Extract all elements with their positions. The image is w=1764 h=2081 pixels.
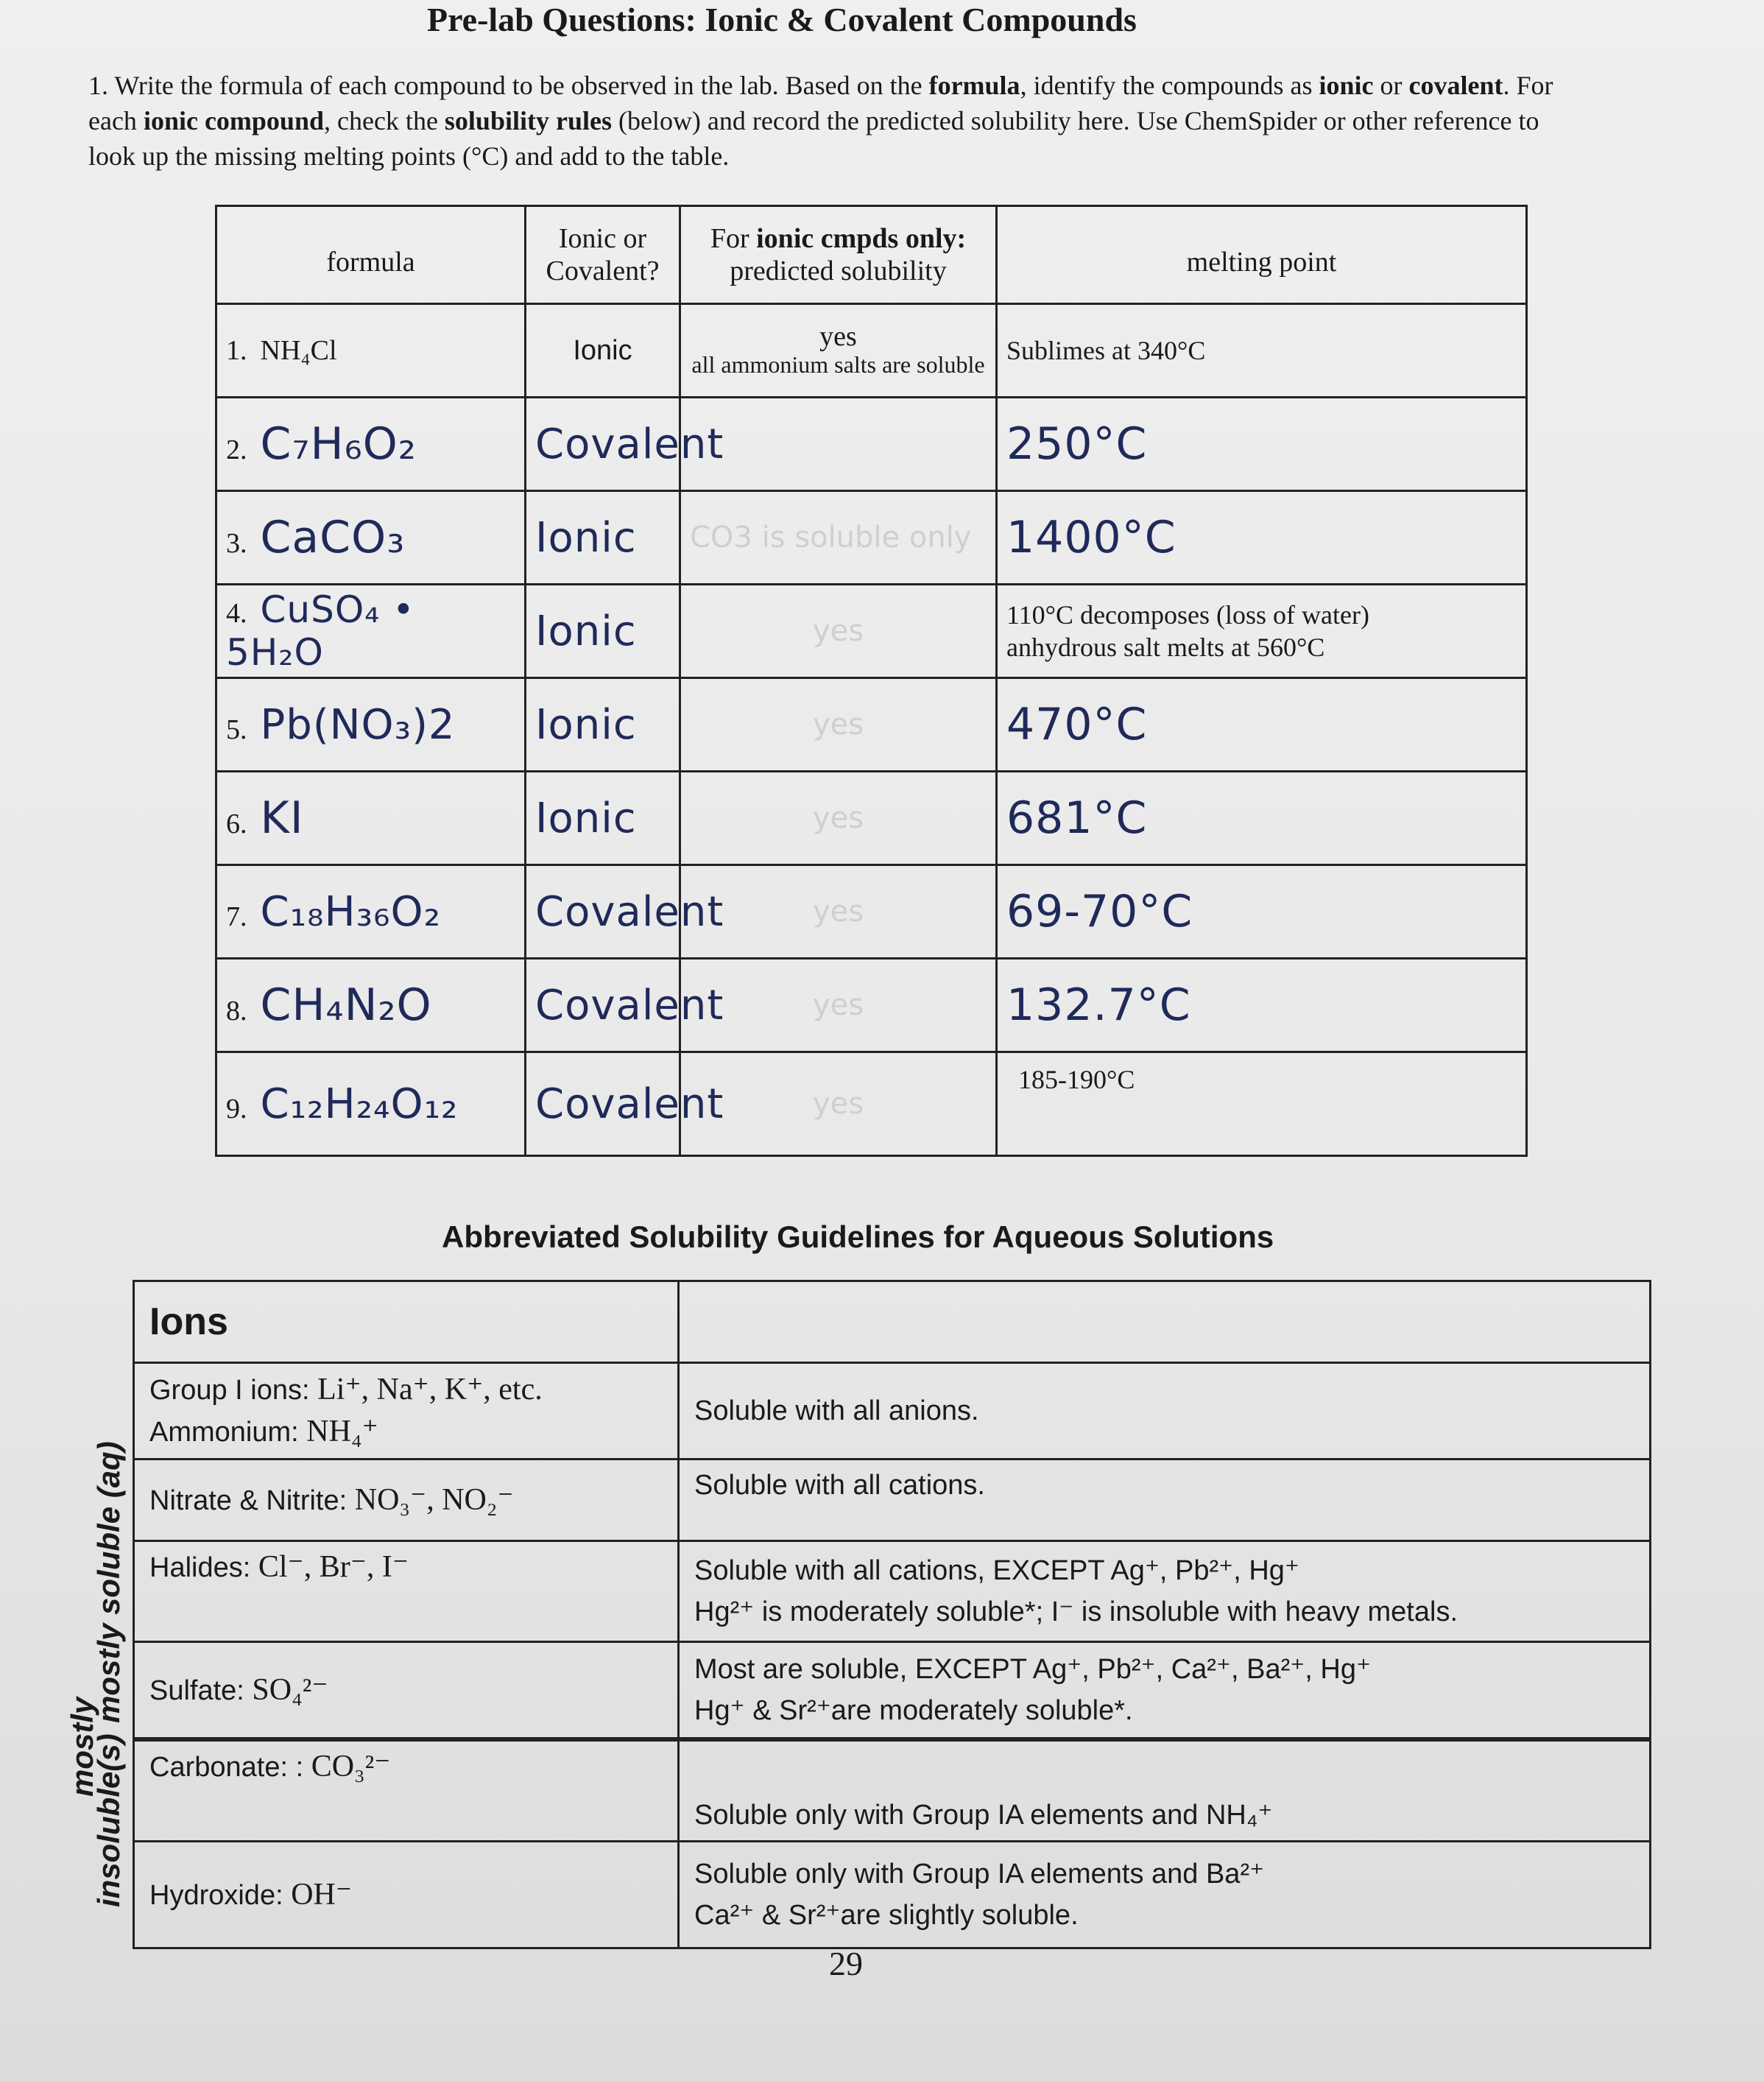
side-label-soluble: mostly soluble (aq) (91, 1441, 126, 1723)
table-row (216, 491, 1527, 585)
table-row (216, 398, 1527, 491)
formula-cell[interactable]: 8. CH₄N₂O (216, 959, 526, 1052)
guide-ion-cell: Hydroxide: OH⁻ (134, 1842, 679, 1948)
side-label-insoluble: insoluble(s) (91, 1733, 126, 1907)
guide-row-sulfate (134, 1642, 1651, 1740)
solubility-cell[interactable]: yes (680, 678, 997, 772)
header-formula: formula (216, 206, 526, 304)
formula-cell[interactable]: 6. KI (216, 772, 526, 865)
melting-point-cell[interactable]: 1400°C (997, 491, 1527, 585)
solubility-cell[interactable]: yes (680, 585, 997, 678)
melting-point-cell[interactable]: 132.7°C (997, 959, 1527, 1052)
melting-point-cell[interactable]: 470°C (997, 678, 1527, 772)
formula-cell[interactable]: 5. Pb(NO₃)2 (216, 678, 526, 772)
guide-rule-cell: Soluble with all cations, EXCEPT Ag⁺, Pb²⁺, Hg⁺ Hg²⁺ is moderately soluble*; I⁻ is insoluble with heavy metals. (679, 1541, 1651, 1642)
guide-ion-cell: Group I ions: Li⁺, Na⁺, K⁺, etc. Ammonium: NH₄⁺ (134, 1363, 679, 1459)
page-title: Pre-lab Questions: Ionic & Covalent Compounds (427, 1, 1137, 38)
table-row (216, 304, 1527, 398)
guide-rule-cell: Soluble with all cations. (679, 1459, 1651, 1541)
table-row (216, 585, 1527, 678)
guide-row-hydroxide (134, 1842, 1651, 1948)
formula-cell[interactable]: 2. C₇H₆O₂ (216, 398, 526, 491)
formula-cell[interactable]: 3. CaCO₃ (216, 491, 526, 585)
guide-row-carbonate (134, 1739, 1651, 1842)
guide-rule-cell: Soluble only with Group IA elements and Ba²⁺ Ca²⁺ & Sr²⁺are slightly soluble. (679, 1842, 1651, 1948)
solubility-cell[interactable]: yes (680, 1052, 997, 1156)
type-cell[interactable]: Covalent (526, 1052, 680, 1156)
side-label-mostly-insoluble: mostly (65, 1697, 99, 1797)
guide-ion-cell: Nitrate & Nitrite: NO₃⁻, NO₂⁻ (134, 1459, 679, 1541)
table-row (216, 678, 1527, 772)
melting-point-cell[interactable]: 110°C decomposes (loss of water) anhydrous salt melts at 560°C (997, 585, 1527, 678)
header-melting-point: melting point (997, 206, 1527, 304)
solubility-guidelines-wrapper (133, 1280, 1649, 1949)
melting-point-cell[interactable]: 185-190°C (997, 1052, 1527, 1156)
type-cell[interactable]: Ionic (526, 678, 680, 772)
type-cell[interactable]: Covalent (526, 959, 680, 1052)
solubility-cell[interactable]: yes all ammonium salts are soluble (680, 304, 997, 398)
guide-rule-cell: Soluble with all anions. (679, 1363, 1651, 1459)
solubility-cell[interactable]: yes (680, 772, 997, 865)
type-cell[interactable]: Ionic (526, 304, 680, 398)
rules-header (679, 1281, 1651, 1363)
table-row (216, 772, 1527, 865)
type-cell[interactable]: Covalent (526, 398, 680, 491)
instructions: 1. Write the formula of each compound to be observed in the lab. Based on the formula, identify the compounds as ionic or covalent. For each ionic compound, check the solubility rules (below) and record the predicted solubility here. Use ChemSpider or other reference to look up the missing melting points (°C) and add to the table. (88, 71, 1553, 171)
guide-ion-cell: Sulfate: SO₄²⁻ (134, 1642, 679, 1740)
guide-header-row (134, 1281, 1651, 1363)
formula-cell[interactable]: 1. NH₄Cl (216, 304, 526, 398)
solubility-cell[interactable]: yes (680, 865, 997, 959)
ions-header: Ions (134, 1281, 679, 1363)
guide-row-halides (134, 1541, 1651, 1642)
solubility-guidelines-table (133, 1280, 1651, 1949)
type-cell[interactable]: Ionic (526, 585, 680, 678)
header-solubility: For ionic cmpds only: predicted solubility (680, 206, 997, 304)
solubility-cell[interactable]: yes (680, 959, 997, 1052)
melting-point-cell[interactable]: 250°C (997, 398, 1527, 491)
table-row (216, 1052, 1527, 1156)
guide-row-nitrate (134, 1459, 1651, 1541)
type-cell[interactable]: Ionic (526, 491, 680, 585)
melting-point-cell[interactable]: 69-70°C (997, 865, 1527, 959)
formula-cell[interactable]: 7. C₁₈H₃₆O₂ (216, 865, 526, 959)
solubility-guidelines-title: Abbreviated Solubility Guidelines for Aqueous Solutions (442, 1219, 1274, 1254)
table-row (216, 959, 1527, 1052)
guide-rule-cell: Soluble only with Group IA elements and NH₄⁺ (679, 1739, 1651, 1842)
type-cell[interactable]: Ionic (526, 772, 680, 865)
table-row (216, 865, 1527, 959)
compounds-table (215, 205, 1528, 1157)
melting-point-cell[interactable]: Sublimes at 340°C (997, 304, 1527, 398)
solubility-cell[interactable]: CO3 is soluble only (680, 491, 997, 585)
solubility-cell[interactable] (680, 398, 997, 491)
guide-ion-cell: Halides: Cl⁻, Br⁻, I⁻ (134, 1541, 679, 1642)
header-ionic-covalent: Ionic or Covalent? (526, 206, 680, 304)
table-header-row (216, 206, 1527, 304)
compounds-table-wrapper (215, 205, 1525, 1157)
melting-point-cell[interactable]: 681°C (997, 772, 1527, 865)
guide-ion-cell: Carbonate: : CO₃²⁻ (134, 1739, 679, 1842)
formula-cell[interactable]: 4. CuSO₄ • 5H₂O (216, 585, 526, 678)
guide-row-group1 (134, 1363, 1651, 1459)
guide-rule-cell: Most are soluble, EXCEPT Ag⁺, Pb²⁺, Ca²⁺, Ba²⁺, Hg⁺ Hg⁺ & Sr²⁺are moderately soluble*. (679, 1642, 1651, 1740)
page-number: 29 (829, 1945, 863, 1982)
type-cell[interactable]: Covalent (526, 865, 680, 959)
formula-cell[interactable]: 9. C₁₂H₂₄O₁₂ (216, 1052, 526, 1156)
